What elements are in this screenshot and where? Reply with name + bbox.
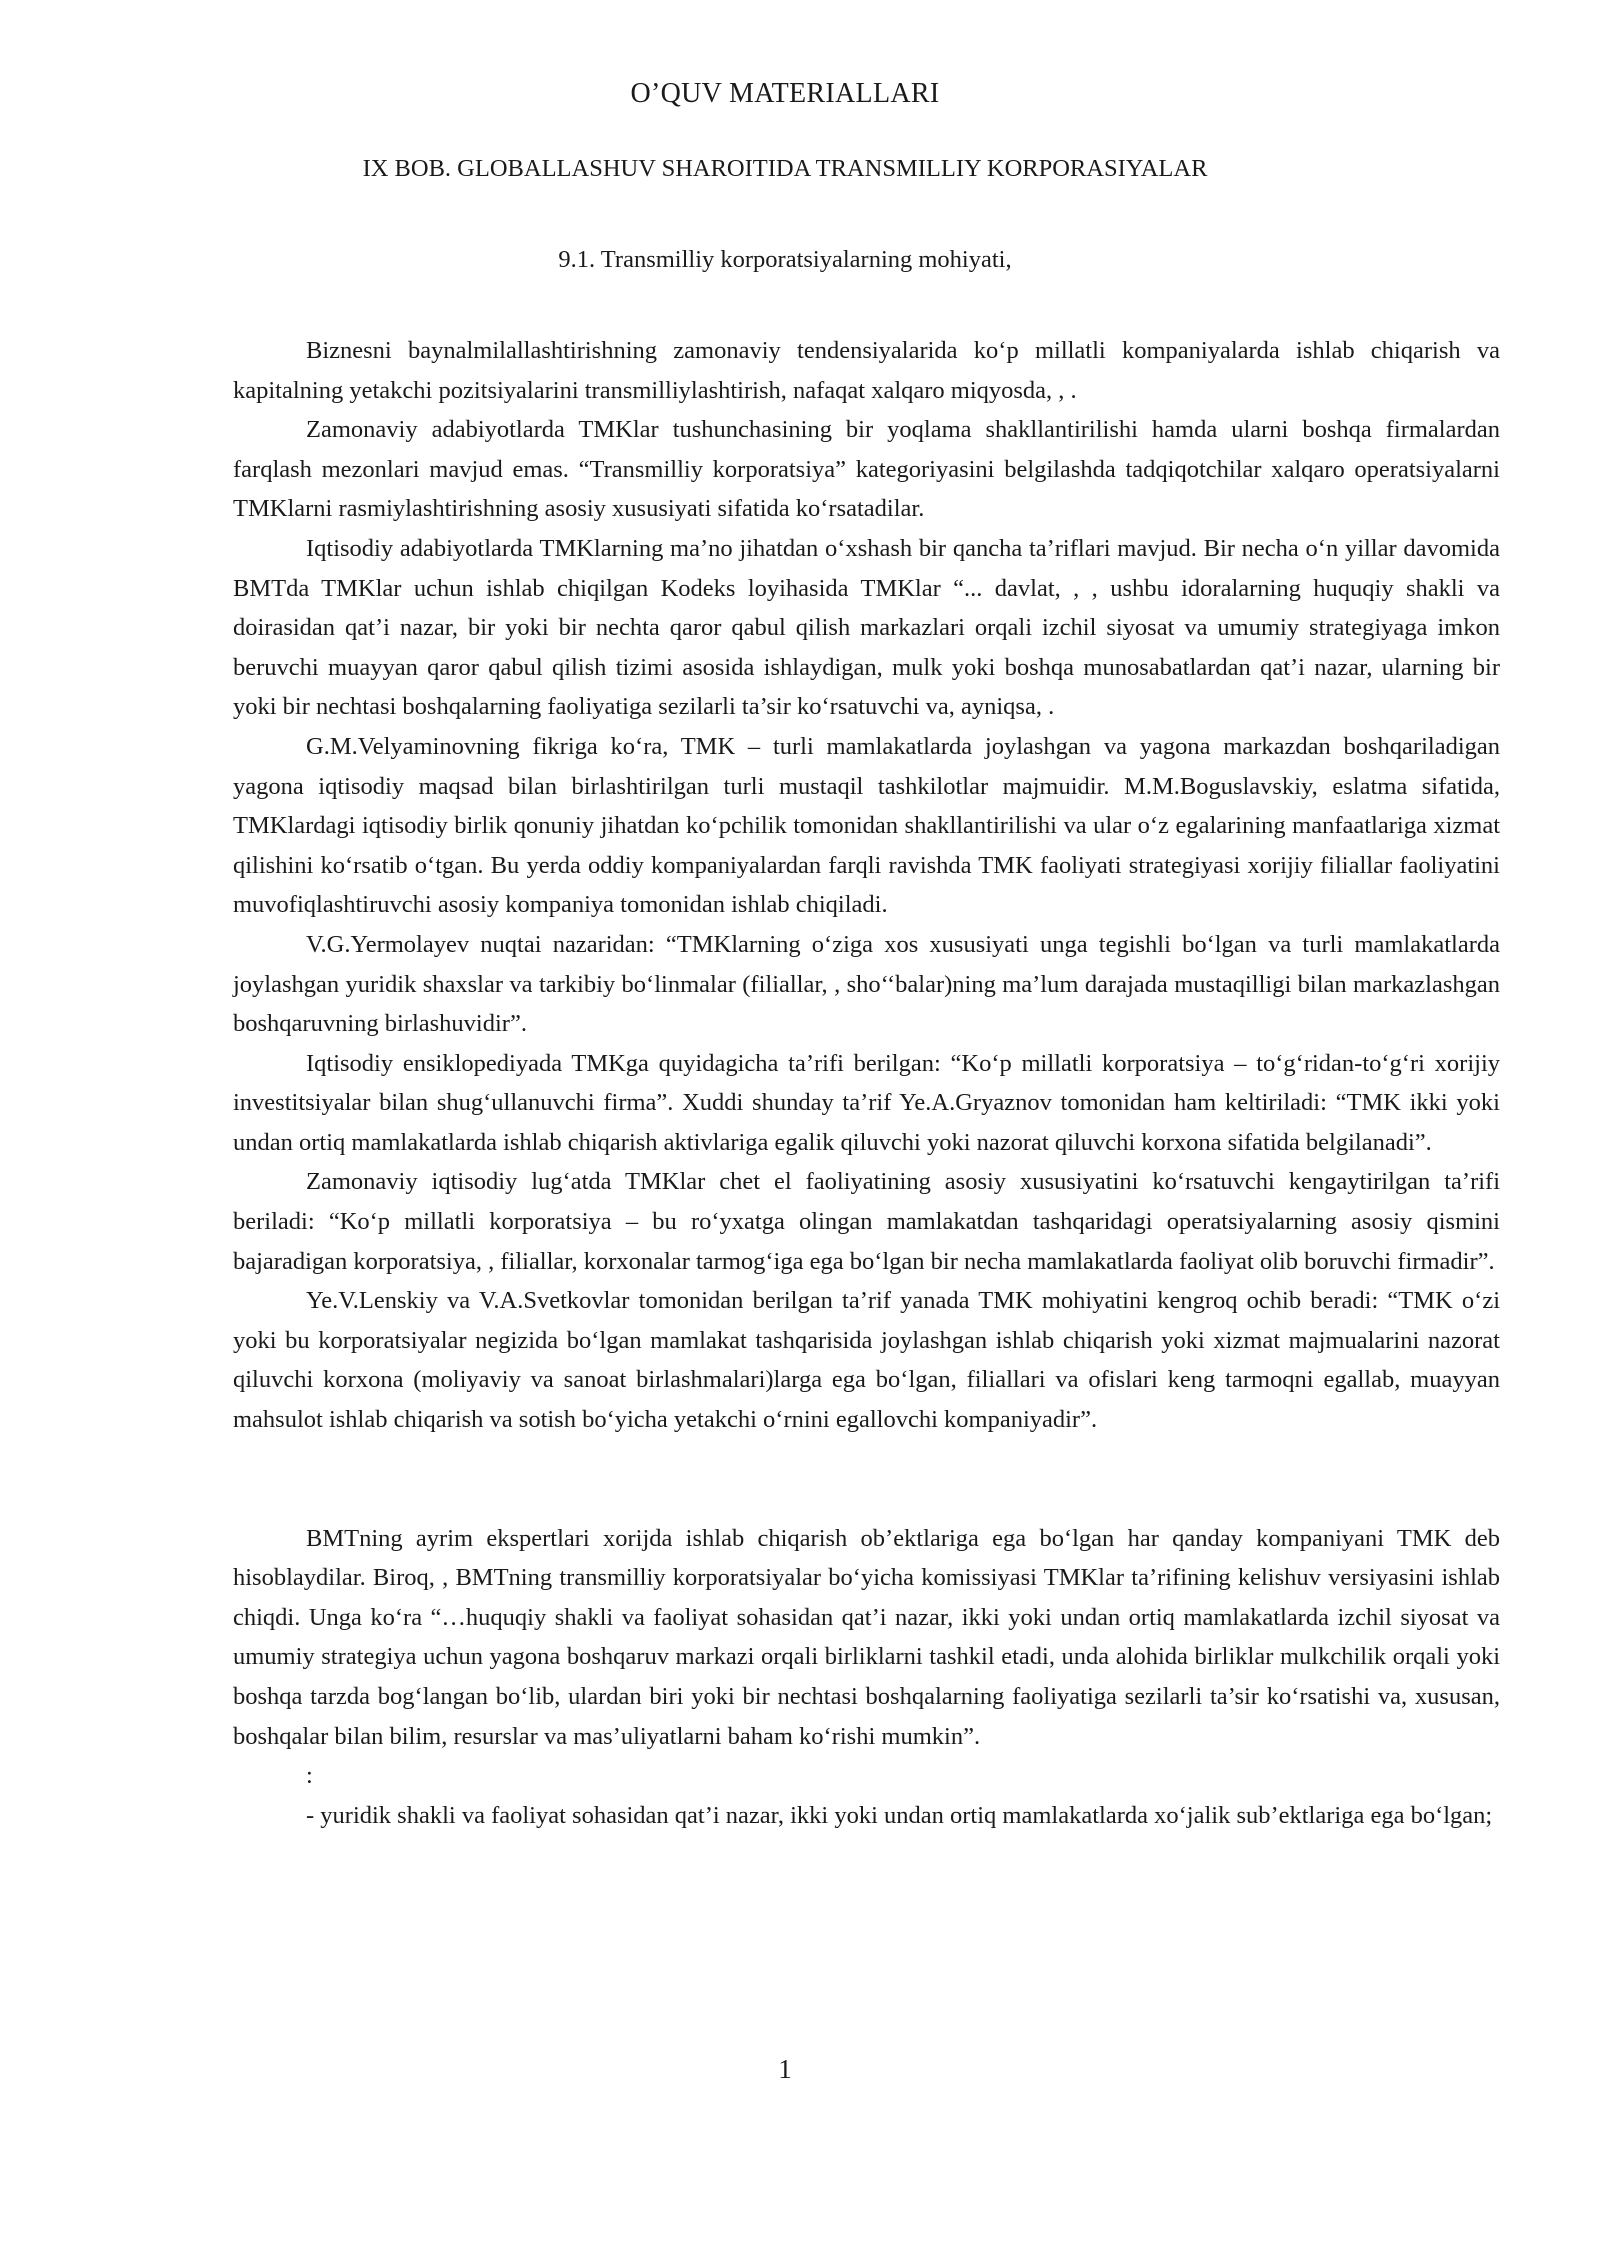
- paragraph-gap: [233, 1440, 1500, 1519]
- chapter-heading: IX BOB. GLOBALLASHUV SHAROITIDA TRANSMILLIY KORPORASIYALAR: [362, 155, 1208, 182]
- body-text: [233, 331, 1500, 1835]
- list-item-1: - yuridik shakli va faoliyat sohasidan qat’i nazar, ikki yoki undan ortiq mamlakatlarda xo‘jalik sub’ektlariga ega bo‘lgan;: [306, 1801, 1493, 1829]
- section-heading: 9.1. Transmilliy korporatsiyalarning mohiyati,: [558, 246, 1012, 273]
- paragraph-2: Zamonaviy adabiyotlarda TMKlar tushunchasining bir yoqlama shakllantirilishi hamda ularni boshqa firmalardan farqlash mezonlari mavjud emas. “Transmilliy korporatsiya” kategoriyasini belgilashda tadqiqotchilar xalqaro operatsiyalarni TMKlarni rasmiylashtirishning asosiy xususiyati sifatida ko‘rsatadilar.: [233, 416, 1500, 523]
- paragraph-9: BMTning ayrim ekspertlari xorijda ishlab chiqarish ob’ektlariga ega bo‘lgan har qanday kompaniyani TMK deb hisoblaydilar. Biroq, , BMTning transmilliy korporatsiyalar bo‘yicha komissiyasi TMKlar ta’rifining kelishuv versiyasini ishlab chiqdi. Unga ko‘ra “…huquqiy shakli va faoliyat sohasidan qat’i nazar, ikki yoki undan ortiq mamlakatlarda izchil siyosat va umumiy strategiya uchun yagona boshqaruv markazi orqali birliklarni tashkil etadi, unda alohida birliklar mulkchilik orqali yoki boshqa tarzda bog‘langan bo‘lib, ulardan biri yoki bir nechtasi boshqalarning faoliyatiga sezilarli ta’sir ko‘rsatishi va, xususan, boshqalar bilan bilim, resurslar va mas’uliyatlarni baham ko‘rishi mumkin”.: [233, 1524, 1500, 1750]
- page-number: 1: [778, 2054, 792, 2084]
- paragraph-8: Ye.V.Lenskiy va V.A.Svetkovlar tomonidan berilgan ta’rif yanada TMK mohiyatini kengroq ochib beradi: “TMK o‘zi yoki bu korporatsiyalar negizida bo‘lgan mamlakat tashqarisida joylashgan ishlab chiqarish yoki xizmat majmualarini nazorat qiluvchi korxona (moliyaviy va sanoat birlashmalari)larga ega bo‘lgan, filiallari va ofislari keng tarmoqni egallab, muayyan mahsulot ishlab chiqarish va sotish bo‘yicha yetakchi o‘rnini egallovchi kompaniyadir”.: [233, 1287, 1500, 1434]
- document-page: [233, 0, 1500, 2262]
- paragraph-6: Iqtisodiy ensiklopediyada TMKga quyidagicha ta’rifi berilgan: “Ko‘p millatli korporatsiya – to‘g‘ridan-to‘g‘ri xorijiy investitsiyalar bilan shug‘ullanuvchi firma”. Xuddi shunday ta’rif Ye.A.Gryaznov tomonidan ham keltiriladi: “TMK ikki yoki undan ortiq mamlakatlarda ishlab chiqarish aktivlariga egalik qiluvchi yoki nazorat qiluvchi korxona sifatida belgilanadi”.: [233, 1049, 1500, 1156]
- document-title: O’QUV MATERIALLARI: [630, 78, 940, 109]
- paragraph-4: G.M.Velyaminovning fikriga ko‘ra, TMK – turli mamlakatlarda joylashgan va yagona markazdan boshqariladigan yagona iqtisodiy maqsad bilan birlashtirilgan turli mustaqil tashkilotlar majmuidir. M.M.Boguslavskiy, eslatma sifatida, TMKlardagi iqtisodiy birlik qonuniy jihatdan ko‘pchilik tomonidan shakllantirilishi va ular o‘z egalarining manfaatlariga xizmat qilishini ko‘rsatib o‘tgan. Bu yerda oddiy kompaniyalardan farqli ravishda TMK faoliyati strategiyasi xorijiy filiallar faoliyatini muvofiqlashtiruvchi asosiy kompaniya tomonidan ishlab chiqiladi.: [233, 732, 1500, 919]
- paragraph-3: Iqtisodiy adabiyotlarda TMKlarning ma’no jihatdan o‘xshash bir qancha ta’riflari mavjud. Bir necha o‘n yillar davomida BMTda TMKlar uchun ishlab chiqilgan Kodeks loyihasida TMKlar “... davlat, , , ushbu idoralarning huquqiy shakli va doirasidan qat’i nazar, bir yoki bir nechta qaror qabul qilish markazlari orqali izchil siyosat va umumiy strategiyaga imkon beruvchi muayyan qaror qabul qilish tizimi asosida ishlaydigan, mulk yoki boshqa munosabatlardan qat’i nazar, ularning bir yoki bir nechtasi boshqalarning faoliyatiga sezilarli ta’sir ko‘rsatuvchi va, ayniqsa, .: [233, 534, 1500, 721]
- paragraph-7: Zamonaviy iqtisodiy lug‘atda TMKlar chet el faoliyatining asosiy xususiyatini ko‘rsatuvchi kengaytirilgan ta’rifi beriladi: “Ko‘p millatli korporatsiya – bu ro‘yxatga olingan mamlakatdan tashqaridagi operatsiyalarning asosiy qismini bajaradigan korporatsiya, , filiallar, korxonalar tarmog‘iga ega bo‘lgan bir necha mamlakatlarda faoliyat olib boruvchi firmadir”.: [233, 1168, 1500, 1275]
- paragraph-5: V.G.Yermolayev nuqtai nazaridan: “TMKlarning o‘ziga xos xususiyati unga tegishli bo‘lgan va turli mamlakatlarda joylashgan yuridik shaxslar va tarkibiy bo‘linmalar (filiallar, , sho‘‘balar)ning ma’lum darajada mustaqilligi bilan markazlashgan boshqaruvning birlashuvidir”.: [233, 930, 1500, 1038]
- paragraph-1: Biznesni baynalmilallashtirishning zamonaviy tendensiyalarida ko‘p millatli kompaniyalarda ishlab chiqarish va kapitalning yetakchi pozitsiyalarini transmilliylashtirish, nafaqat xalqaro miqyosda, , .: [233, 337, 1500, 404]
- colon-line: :: [306, 1762, 313, 1790]
